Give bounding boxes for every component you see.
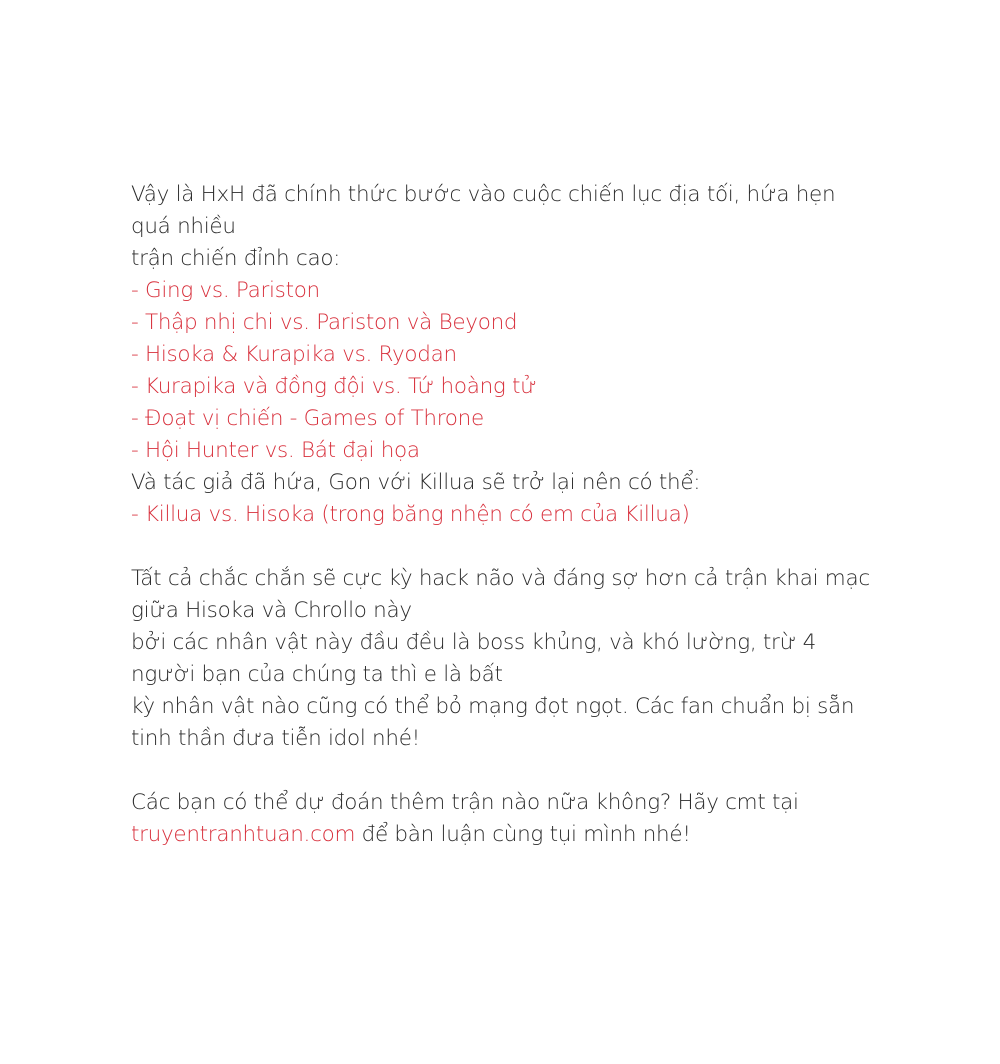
intro-paragraph <box>131 179 871 275</box>
paragraph-spacer <box>131 531 871 563</box>
battle-item: - Thập nhị chi vs. Pariston và Beyond <box>131 310 518 335</box>
battle-item: - Ging vs. Pariston <box>131 278 320 303</box>
closing-question: Các bạn có thể dự đoán thêm trận nào nữa không? Hãy cmt tại <box>131 790 799 815</box>
commentary-line: Tất cả chắc chắn sẽ cực kỳ hack não và đáng sợ hơn cả trận khai mạc giữa Hisoka và Chrollo này <box>131 566 870 623</box>
commentary-paragraph <box>131 563 871 755</box>
closing-line <box>131 819 871 851</box>
site-link[interactable]: truyentranhtuan.com <box>131 822 356 847</box>
commentary-line: kỳ nhân vật nào cũng có thể bỏ mạng đọt ngọt. Các fan chuẩn bị sẵn tinh thần đưa tiễn idol nhé! <box>131 694 855 751</box>
battle-item: - Kurapika và đồng đội vs. Tứ hoàng tử <box>131 374 537 399</box>
commentary-line: bởi các nhân vật này đầu đều là boss khủng, và khó lường, trừ 4 người bạn của chúng ta thì e là bất <box>131 630 816 687</box>
bonus-battle-list <box>131 499 871 531</box>
battle-list <box>131 275 871 467</box>
battle-item: - Hội Hunter vs. Bát đại họa <box>131 438 420 463</box>
intro-line: trận chiến đỉnh cao: <box>131 246 341 271</box>
paragraph-spacer <box>131 755 871 787</box>
closing-paragraph <box>131 787 871 851</box>
intro-line: Vậy là HxH đã chính thức bước vào cuộc chiến lục địa tối, hứa hẹn quá nhiều <box>131 182 836 239</box>
article-body <box>131 179 871 851</box>
closing-suffix: để bàn luận cùng tụi mình nhé! <box>355 822 691 847</box>
promise-line: Và tác giả đã hứa, Gon với Killua sẽ trở lại nên có thể: <box>131 470 701 495</box>
battle-item: - Đoạt vị chiến - Games of Throne <box>131 406 484 431</box>
battle-item: - Killua vs. Hisoka (trong băng nhện có em của Killua) <box>131 502 690 527</box>
battle-item: - Hisoka & Kurapika vs. Ryodan <box>131 342 457 367</box>
